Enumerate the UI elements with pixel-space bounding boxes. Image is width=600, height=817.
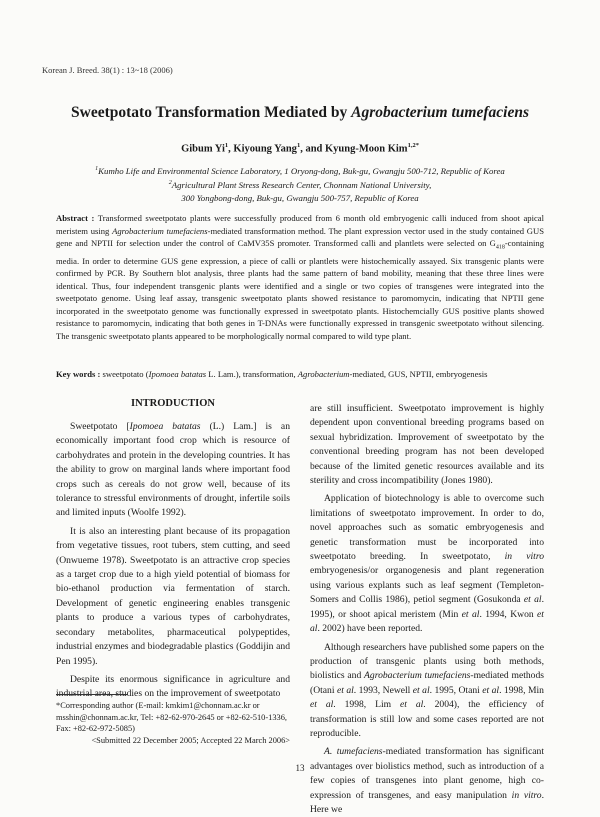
paragraph-text: Although researchers have published some papers on the production of transgenic plants using both methods, biolistics and: [310, 641, 544, 682]
paragraph-text: . 2002) have been reported.: [317, 623, 423, 635]
paragraph-italic: et al: [336, 684, 354, 696]
keywords-italic: Ipomoea batatas: [148, 369, 207, 379]
paragraph-italic: et al: [310, 608, 544, 635]
paragraph-text: . Here we: [310, 789, 545, 815]
keywords-text: -mediated, GUS, NPTII, embryogenesis: [349, 369, 488, 379]
abstract: [56, 212, 544, 343]
paragraph-text: embryogenesis/or organogenesis and plant regeneration using various explants such as leaf segment (Templeton-Somers and Collis 1986), petiol segment (Gosukonda: [310, 565, 544, 606]
paragraph-italic: Ipomoea batatas: [129, 421, 201, 432]
keywords-text: L. Lam.), transformation,: [206, 369, 298, 379]
paragraph-text: -mediated methods (Otani: [310, 670, 545, 696]
affiliation-line: 300 Yongbong-dong, Buk-gu, Gwangju 500-757, Republic of Korea: [181, 192, 419, 203]
affiliation-mark: 2: [168, 180, 172, 187]
author-affiliation-mark: 1,2*: [407, 142, 419, 149]
paragraph-text: . 1993, Newell: [353, 684, 413, 696]
paragraph: [310, 492, 544, 636]
author-name: Gibum Yi: [181, 143, 225, 155]
abstract-text: -mediated transformation method. The plant expression vector used in the study contained GUS gene and NPTII for selection under the control of CaMV35S promoter. Transformed calli and plantlets were selected on G: [56, 225, 544, 249]
section-heading: INTRODUCTION: [130, 398, 215, 409]
affiliation-text: Kumho Life and Environmental Science Laboratory, 1 Oryong-dong, Buk-gu, Gwangju 500-712, Republic of Korea: [98, 165, 505, 176]
paragraph-italic: et al: [461, 608, 480, 620]
paragraph-italic: A. tumefaciens: [324, 746, 383, 758]
submission-dates: <Submitted 22 December 2005; Accepted 22 March 2006>: [91, 735, 290, 745]
paragraph: are still insufficient. Sweetpotato improvement is highly dependent upon conventional breeding programs based on sexual hybridization. Improvement of sweetpotato by the conventional breeding program has not been developed because of the limited genetic resources available and its sterility and cross incompatibility (Jones 1980).: [310, 403, 544, 487]
keywords: [56, 368, 544, 381]
paragraph-text: Application of biotechnology is able to overcome such limitations of sweetpotato improvement. In order to do, novel approaches such as somatic embryogenesis and genetic transformation must be incorporated into sweetpotato breeding. In sweetpotato,: [310, 493, 544, 563]
paragraph-text: -mediated transformation has significant advantages over biolistics method, such as introduction of a few copies of transgenes into plant genome, high co-expression of transgenes, and easy manipulation: [310, 746, 544, 801]
abstract-subscript: 418: [495, 244, 505, 251]
paragraph-italic: Agrobacterium tumefaciens: [364, 670, 471, 682]
title-italic: Agrobacterium tumefaciens: [351, 104, 529, 121]
paragraph: It is also an interesting plant because of its propagation from vegetative tissues, root tubers, stem cutting, and seed (Onwueme 1978). Sweetpotato is an attractive crop species as a target crop due to a high yield potential of biomass for bio-ethanol production via fermentation of starch. Development of genetic engineering enables transgenic plants to produce a various types of carbohydrates, secondary metabolites, pharmaceutical polypeptides, industrial enzymes and biodegradable plastics (Goddijin and Pen 1995).: [56, 525, 290, 667]
paragraph: [56, 420, 290, 521]
keywords-italic: Agrobacterium: [297, 369, 350, 379]
author-list: Gibum Yi$^1$, Kiyoung Yang$^1$, and Kyung-Moon Kim$^{1,2*}$: [181, 142, 419, 155]
paragraph-text: . 1994, Kwon: [479, 608, 538, 620]
paragraph-italic: et al: [412, 684, 430, 696]
author-affiliation-mark: 1: [224, 142, 229, 149]
paragraph-text: . 1998, Min: [499, 684, 544, 696]
paragraph-italic: et al: [523, 594, 542, 606]
paragraph-text: . 2004), the efficiency of transformation is still low and some cases reported are not reproducible.: [310, 699, 544, 739]
abstract-label: Abstract :: [56, 213, 95, 223]
paragraph-text: Sweetpotato [: [70, 421, 130, 432]
paragraph-text: . 1998, Lim: [333, 699, 400, 711]
paragraph-italic: et al: [400, 699, 424, 711]
left-column: [56, 420, 290, 702]
paragraph: [310, 641, 544, 742]
paragraph-text: (L.) Lam.] is an economically important food crop which is resource of carbohydrates and protein in the developing countries. It has the ability to grow on marginal lands where important food crops such as cereals do not grow well, because of its tolerance to stressful environments of drought, infertile soils and limited inputs (Woolfe 1992).: [56, 421, 290, 519]
paper-title: [0, 104, 600, 122]
paragraph-italic: in vitro: [511, 789, 542, 801]
journal-citation: Korean J. Breed. 38(1) : 13~18 (2006): [42, 65, 173, 75]
paragraph-text: . 1995, Otani: [429, 684, 483, 696]
abstract-text: Transformed sweetpotato plants were successfully produced from 6 month old embryogenic calli induced from shoot apical meristem using: [56, 213, 544, 236]
author-affiliation-mark: 1: [296, 142, 301, 149]
author-name: Kyung-Moon Kim: [325, 143, 408, 155]
paragraph-italic: et al: [310, 699, 334, 711]
abstract-italic: Agrobacterium tumefaciens: [112, 225, 208, 236]
right-column: [310, 402, 544, 817]
affiliations: [0, 163, 600, 204]
affiliation-line: [0, 163, 600, 177]
paragraph-italic: in vitro: [504, 551, 545, 563]
title-main: Sweetpotato Transformation Mediated by: [71, 104, 352, 121]
affiliation-mark: 1: [95, 166, 99, 172]
affiliation-text: Agricultural Plant Stress Research Center, Chonnam National University,: [171, 180, 432, 191]
page-number: 13: [295, 763, 305, 773]
footnote: [56, 700, 290, 746]
footnote-divider: [56, 694, 128, 695]
abstract-text: -containing media. In order to determine GUS gene expression, a piece of calli or plantlets were histochemically assayed. Six transgenic plants were confirmed by PCR. By Southern blot analysis, three plants had the same pattern of band mobility, meaning that these three lines were identical. Thus, four independent transgenic plants were identified and a single or two copies of transgenes were integrated into the sweetpotato genome. Using leaf assay, transgenic sweetpotato plants showed resistance to paromomycin, indicating that NPTII gene incorporated in the sweetpotato genome was functionally expressed in sweetpotato plants. Histochemcially GUS positive plants showed resistance to paromomycin, indicating that both genes in T-DNAs were functionally expressed in transgenic sweetpotato without silencing. The transgenic sweetpotato plants appeared to be morphologically normal compared to wild type plant.: [56, 238, 544, 342]
corresponding-author-note: *Corresponding author (E-mail: kmkim1@chonnam.ac.kr or msshin@chonnam.ac.kr, Tel: +82-62-970-2645 or +82-62-510-1336, Fax: +82-62-972-5085): [56, 701, 288, 734]
paragraph-italic: et al: [482, 684, 500, 696]
paragraph: Despite its enormous significance in agriculture and industrial area, studies on the improvement of sweetpotato: [56, 673, 290, 700]
author-name: Kiyoung Yang: [233, 143, 297, 155]
keywords-label: Key words :: [56, 369, 101, 379]
keywords-text: sweetpotato (: [100, 369, 149, 379]
affiliation-line: [0, 177, 600, 191]
paragraph-text: . 1995), or shoot apical meristem (Min: [310, 594, 544, 620]
paragraph: [310, 745, 544, 817]
